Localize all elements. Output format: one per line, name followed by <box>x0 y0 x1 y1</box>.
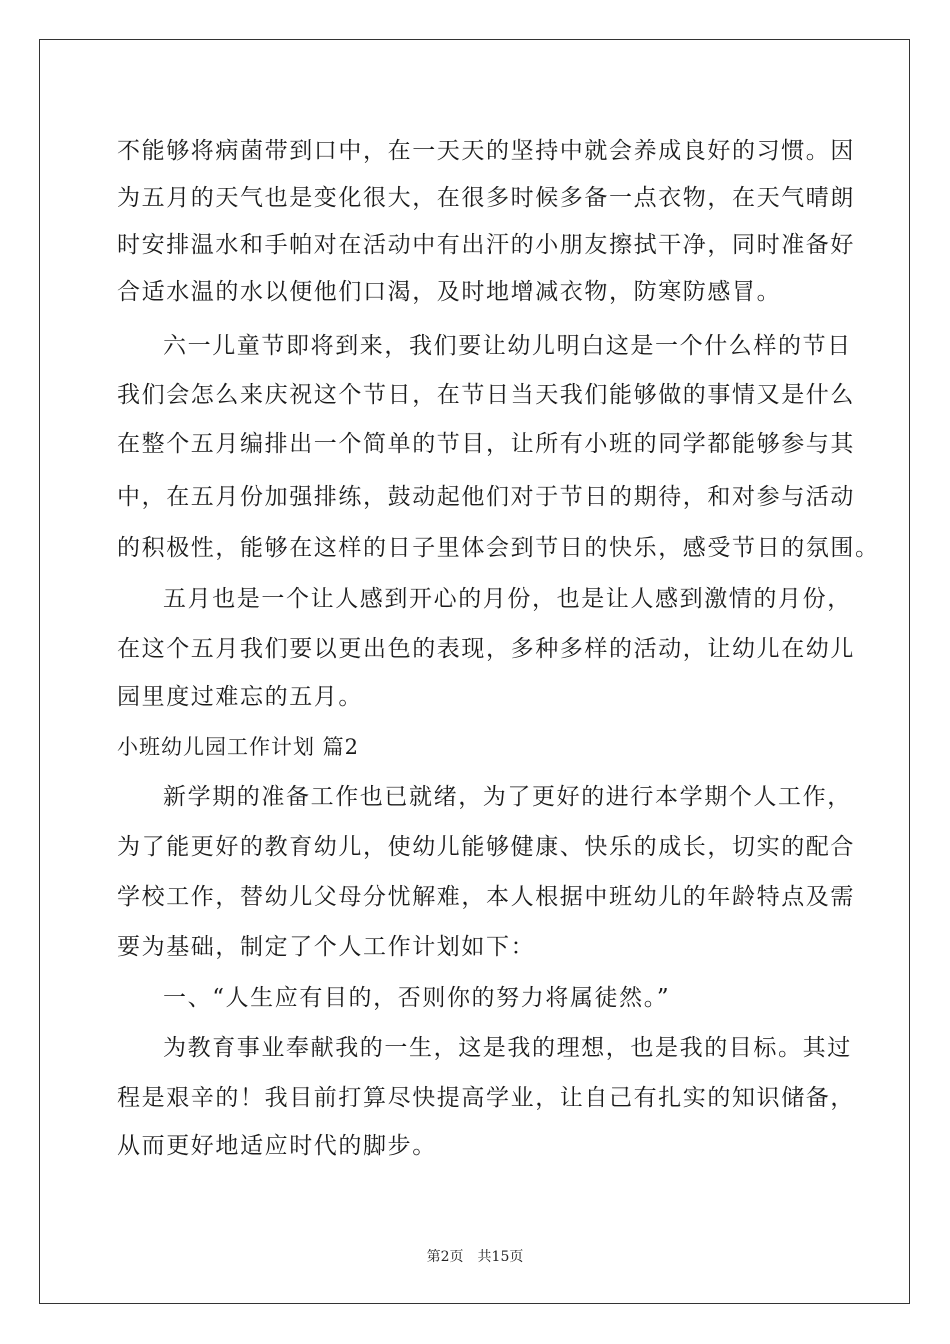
paragraph-line: 六一儿童节即将到来，我们要让幼儿明白这是一个什么样的节日 <box>163 333 852 359</box>
paragraph-line: 五月也是一个让人感到开心的月份，也是让人感到激情的月份， <box>163 586 852 612</box>
section-heading: 小班幼儿园工作计划 篇2 <box>117 735 360 759</box>
paragraph-line: 的积极性，能够在这样的日子里体会到节日的快乐，感受节日的氛围。 <box>117 535 880 561</box>
paragraph-line: 从而更好地适应时代的脚步。 <box>117 1133 437 1159</box>
paragraph-line: 为了能更好的教育幼儿，使幼儿能够健康、快乐的成长，切实的配合 <box>117 834 855 860</box>
paragraph-line: 为五月的天气也是变化很大，在很多时候多备一点衣物，在天气晴朗 <box>117 185 855 211</box>
paragraph-line: 我们会怎么来庆祝这个节日，在节日当天我们能够做的事情又是什么 <box>117 382 855 408</box>
paragraph-line: 新学期的准备工作也已就绪，为了更好的进行本学期个人工作， <box>163 784 852 810</box>
paragraph-line: 合适水温的水以便他们口渴，及时地增减衣物，防寒防感冒。 <box>117 279 782 305</box>
page-number: 第2页 共15页 <box>426 1249 524 1265</box>
paragraph-line: 园里度过难忘的五月。 <box>117 684 363 710</box>
paragraph-line: 一、“人生应有目的，否则你的努力将属徒然。” <box>163 985 671 1011</box>
paragraph-line: 学校工作，替幼儿父母分忧解难，本人根据中班幼儿的年龄特点及需 <box>117 884 855 910</box>
paragraph-line: 中，在五月份加强排练，鼓动起他们对于节日的期待，和对参与活动 <box>117 484 855 510</box>
paragraph-line: 程是艰辛的！我目前打算尽快提高学业，让自己有扎实的知识储备， <box>117 1085 855 1111</box>
page-border <box>39 39 910 1304</box>
paragraph-line: 在这个五月我们要以更出色的表现，多种多样的活动，让幼儿在幼儿 <box>117 636 855 662</box>
paragraph-line: 为教育事业奉献我的一生，这是我的理想，也是我的目标。其过 <box>163 1035 852 1061</box>
paragraph-line: 要为基础，制定了个人工作计划如下： <box>117 934 536 960</box>
paragraph-line: 时安排温水和手帕对在活动中有出汗的小朋友擦拭干净，同时准备好 <box>117 232 855 258</box>
paragraph-line: 不能够将病菌带到口中，在一天天的坚持中就会养成良好的习惯。因 <box>117 138 855 164</box>
paragraph-line: 在整个五月编排出一个简单的节目，让所有小班的同学都能够参与其 <box>117 431 855 457</box>
